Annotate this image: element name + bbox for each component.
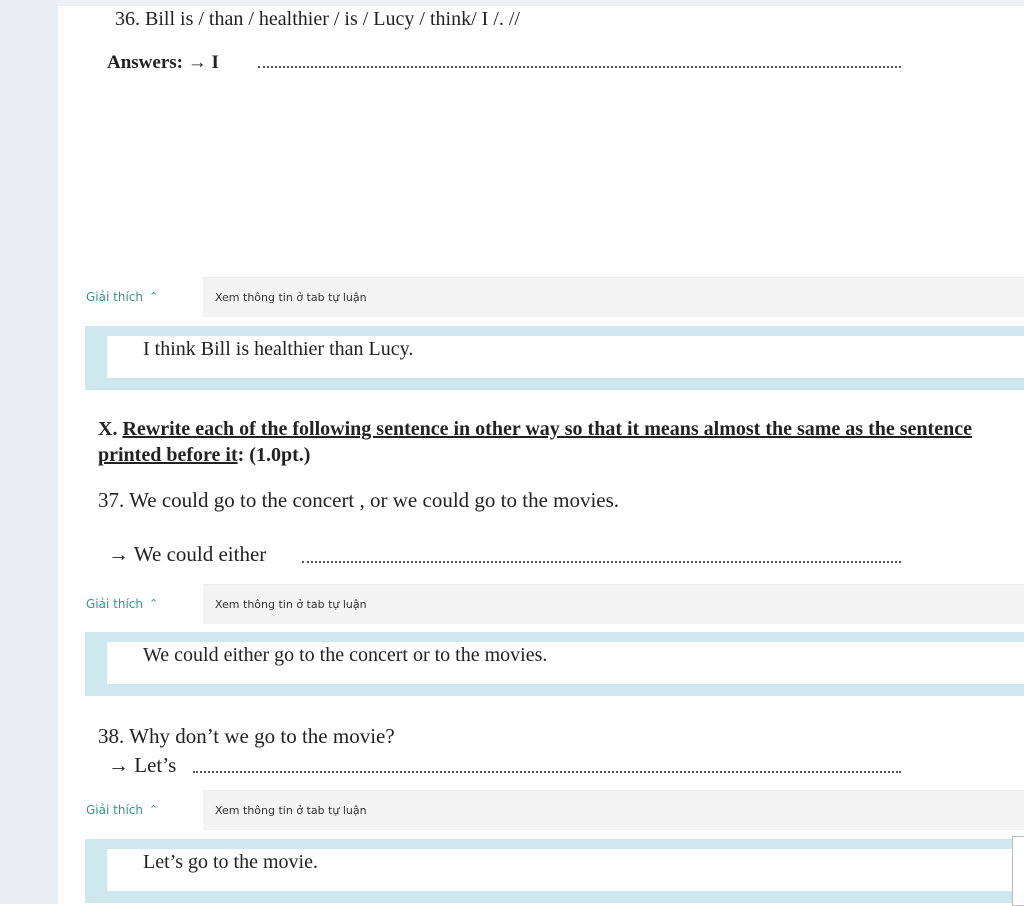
info-text: Xem thông tin ở tab tự luận	[215, 598, 367, 611]
section-x-points: (1.0pt.)	[249, 444, 311, 466]
section-x-title: Rewrite each of the following sentence in other way so that it means almost the same as the sentence printed before it	[98, 418, 972, 466]
explain-toggle-37[interactable]	[86, 597, 158, 611]
question-36-answer-label: Answers: → I	[107, 52, 219, 73]
info-text: Xem thông tin ở tab tự luận	[215, 291, 367, 304]
left-rail	[0, 0, 58, 904]
question-38-prompt: → Let’s	[108, 753, 177, 777]
scrollbar-handle[interactable]	[1012, 836, 1024, 906]
answer-box-36	[85, 326, 1024, 390]
question-38-text: 38. Why don’t we go to the movie?	[98, 724, 395, 748]
question-36-text: 36. Bill is / than / healthier / is / Lucy / think/ I /. //	[115, 8, 520, 30]
chevron-up-icon: ⌃	[148, 597, 159, 610]
section-x-prefix: X.	[98, 418, 123, 440]
explain-toggle-36[interactable]	[86, 290, 158, 304]
answer-box-37	[85, 632, 1024, 696]
answer-box-38	[85, 839, 1024, 903]
explain-label: Giải thích	[86, 803, 143, 817]
question-37-prompt: → We could either	[108, 542, 267, 566]
section-x-heading	[98, 416, 998, 468]
chevron-up-icon: ⌃	[148, 290, 159, 303]
question-38-answer-line[interactable]	[193, 771, 901, 773]
answer-38-text: Let’s go to the movie.	[143, 851, 318, 873]
explain-label: Giải thích	[86, 290, 143, 304]
info-bar-37[interactable]	[203, 584, 1024, 624]
answer-36-text: I think Bill is healthier than Lucy.	[143, 338, 414, 360]
question-37-answer-line[interactable]	[302, 561, 901, 563]
info-text: Xem thông tin ở tab tự luận	[215, 804, 367, 817]
answer-37-text: We could either go to the concert or to the movies.	[143, 644, 548, 666]
section-x-colon: :	[237, 444, 250, 466]
top-strip	[0, 0, 1024, 6]
question-37-text: 37. We could go to the concert , or we could go to the movies.	[98, 488, 620, 512]
chevron-up-icon: ⌃	[148, 803, 159, 816]
info-bar-36[interactable]	[203, 277, 1024, 317]
explain-label: Giải thích	[86, 597, 143, 611]
explain-toggle-38[interactable]	[86, 803, 158, 817]
question-36-answer-line[interactable]	[258, 66, 901, 68]
info-bar-38[interactable]	[203, 790, 1024, 830]
